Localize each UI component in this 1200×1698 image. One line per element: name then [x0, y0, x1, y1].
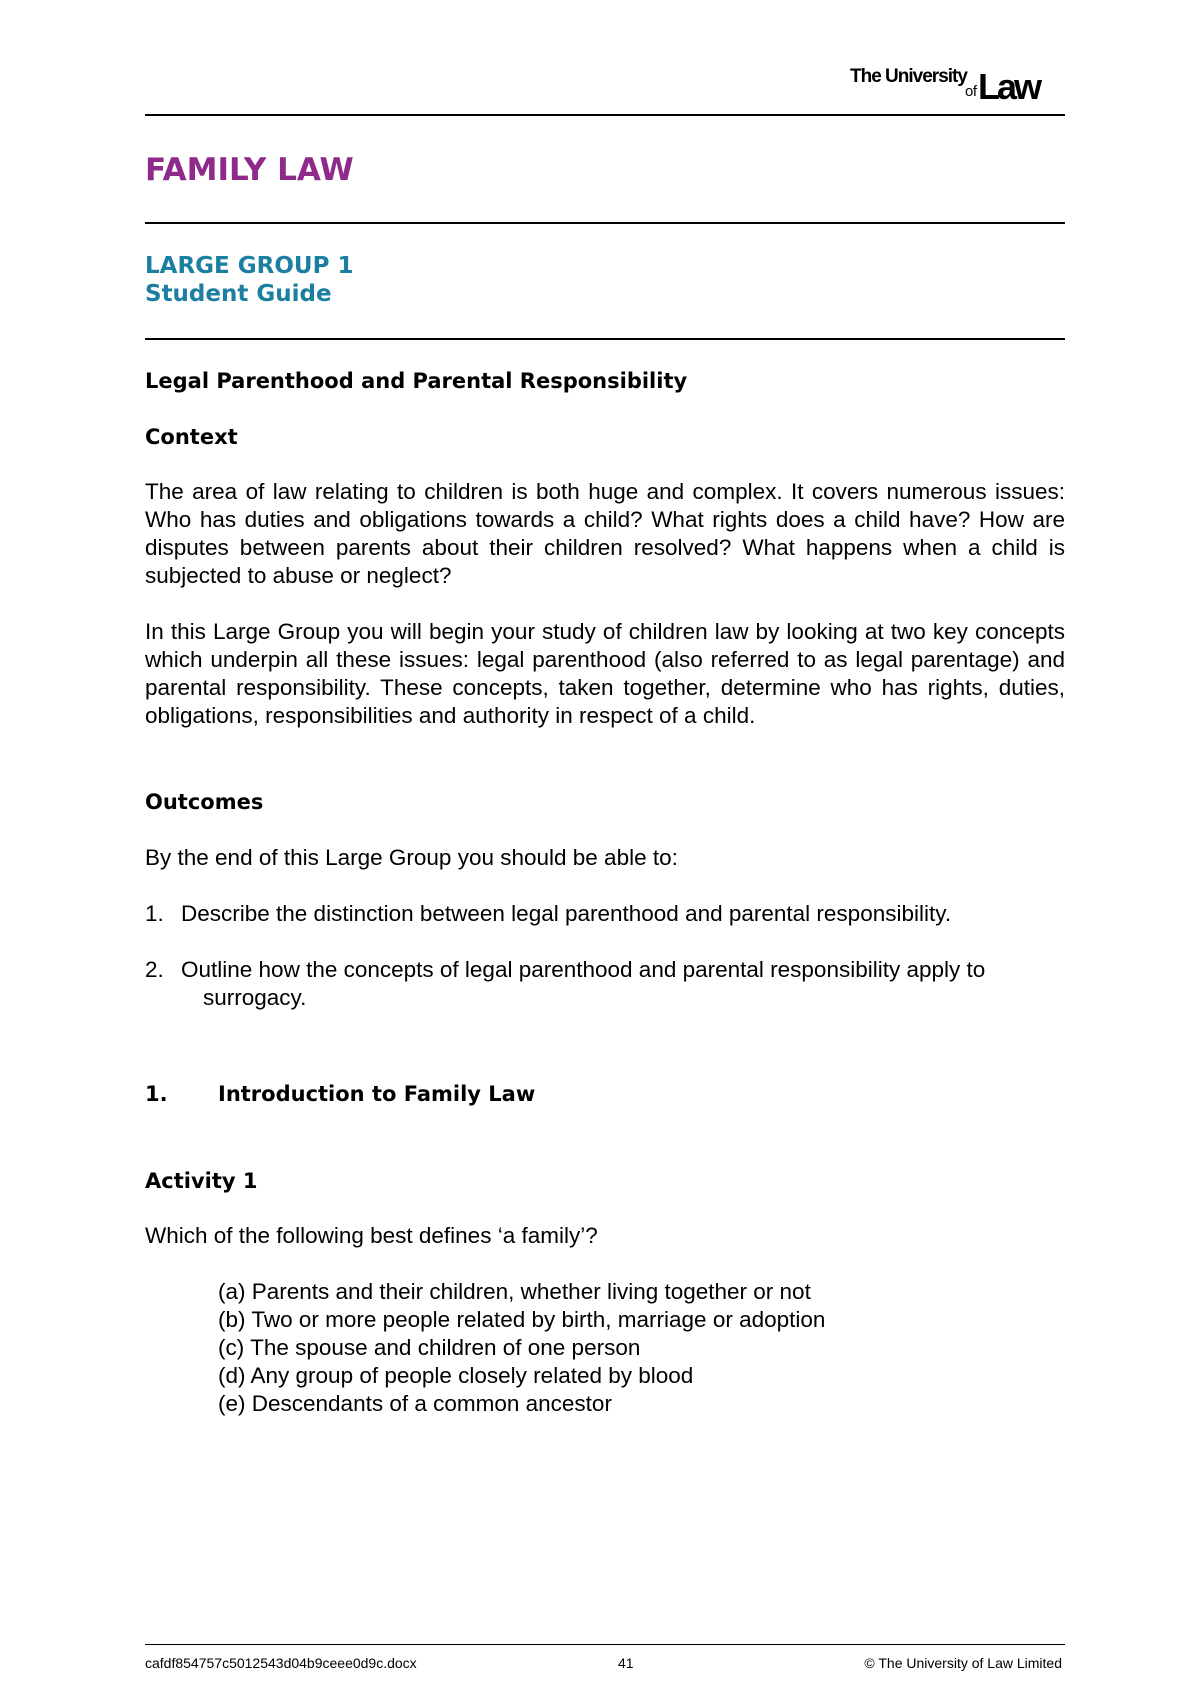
large-group-title: LARGE GROUP 1 — [145, 253, 354, 279]
subtitle-rule — [145, 338, 1065, 340]
outcome-text: Describe the distinction between legal parenthood and parental responsibility. — [181, 901, 952, 926]
section-title: Introduction to Family Law — [218, 1082, 536, 1106]
outcome-text: Outline how the concepts of legal parenthood and parental responsibility apply to — [181, 957, 986, 982]
outcome-text-continued: surrogacy. — [203, 985, 307, 1010]
context-heading: Context — [145, 425, 238, 449]
context-paragraph-2: In this Large Group you will begin your study of children law by looking at two key concepts which underpin all these issues: legal parenthood (also referred to as legal parentage) and parental responsibility. These concepts, taken together, determine who has rights, duties, obligations, responsibilities and authority in respect of a child. — [145, 619, 1065, 728]
topic-heading: Legal Parenthood and Parental Responsibility — [145, 369, 688, 393]
outcome-number: 2. — [145, 957, 164, 982]
outcomes-heading: Outcomes — [145, 790, 264, 814]
activity-heading: Activity 1 — [145, 1169, 258, 1193]
document-title: FAMILY LAW — [145, 152, 354, 188]
outcome-number: 1. — [145, 901, 164, 926]
footer-filename: cafdf854757c5012543d04b9ceee0d9c.docx — [145, 1655, 417, 1671]
logo-text-the-university: The University — [850, 66, 967, 87]
activity-option: (a) Parents and their children, whether living together or not — [218, 1279, 811, 1304]
outcomes-intro: By the end of this Large Group you should be able to: — [145, 845, 678, 870]
title-rule — [145, 222, 1065, 224]
university-logo — [850, 66, 1065, 106]
activity-question: Which of the following best defines ‘a family’? — [145, 1223, 598, 1248]
context-paragraph-1: The area of law relating to children is both huge and complex. It covers numerous issues: Who has duties and obligations towards a child? What rights does a child have? How are disputes between parents about their children resolved? What happens when a child is subjected to abuse or neglect? — [145, 479, 1065, 588]
header-rule — [145, 114, 1065, 116]
footer-page-number: 41 — [618, 1655, 634, 1671]
footer-rule — [145, 1644, 1065, 1645]
activity-option: (e) Descendants of a common ancestor — [218, 1391, 612, 1416]
logo-text-of: of — [965, 83, 977, 100]
logo-text-law: Law — [978, 66, 1040, 107]
section-number: 1. — [145, 1082, 168, 1106]
footer-copyright: © The University of Law Limited — [864, 1655, 1062, 1671]
large-group-subtitle: Student Guide — [145, 281, 332, 307]
activity-option: (b) Two or more people related by birth, marriage or adoption — [218, 1307, 826, 1332]
activity-option: (c) The spouse and children of one person — [218, 1335, 641, 1360]
activity-option: (d) Any group of people closely related by blood — [218, 1363, 694, 1388]
